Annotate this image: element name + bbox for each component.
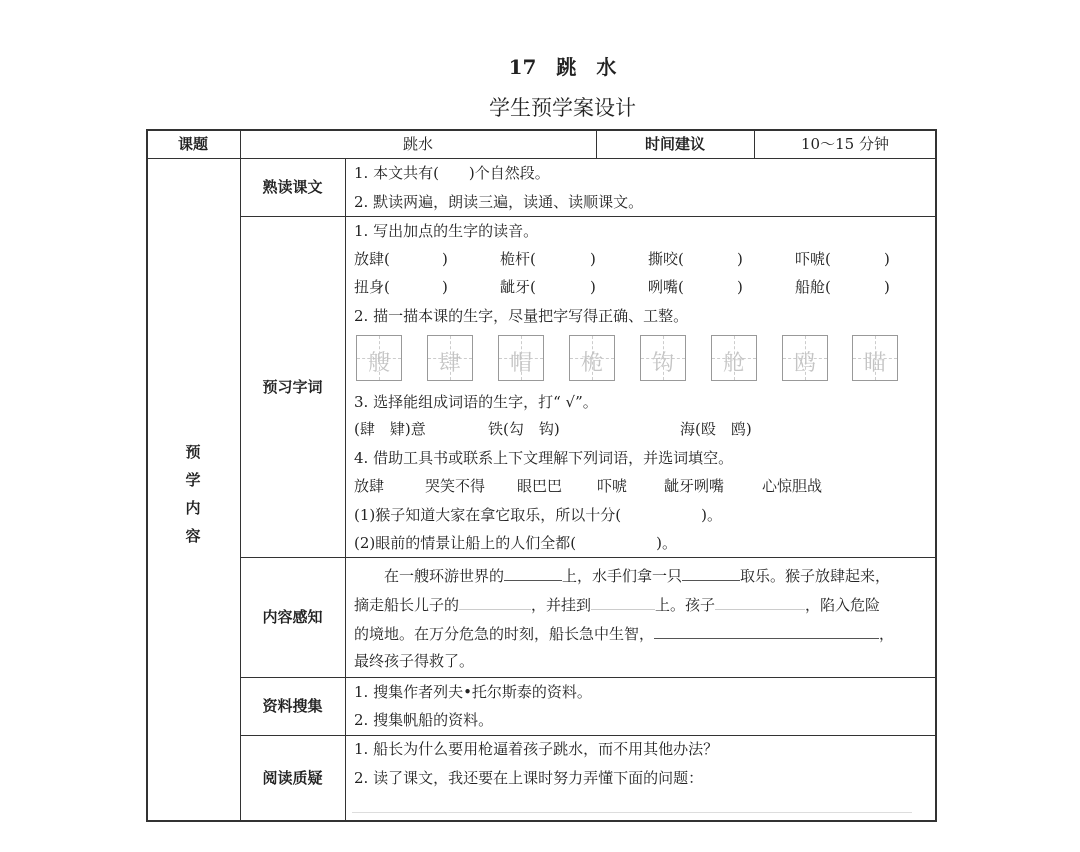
word-item: 眼巴巴: [517, 477, 563, 495]
question-line: 2. 读了课文，我还要在上课时努力弄懂下面的问题：: [354, 769, 704, 787]
topic-value: 跳水: [402, 135, 433, 153]
topic-label: 课题: [177, 135, 208, 153]
question-line: 1. 船长为什么要用枪逼着孩子跳水，而不用其他办法？: [354, 740, 719, 758]
section-label-yuedu: 阅读质疑: [262, 769, 323, 787]
section-label-ziliao: 资料搜集: [262, 697, 323, 715]
passage-line: 最终孩子得救了。: [354, 652, 475, 670]
pinyin-item: 船舱(: [795, 278, 831, 296]
close-paren: ): [442, 250, 448, 268]
section-label-yuxi: 预习字词: [262, 378, 323, 396]
question-line: 2. 描一描本课的生字，尽量把字写得正确、工整。: [354, 307, 689, 325]
question-line: 2. 搜集帆船的资料。: [354, 711, 494, 729]
close-paren: ): [884, 278, 890, 296]
pinyin-item: 桅杆(: [500, 250, 536, 268]
tracing-box[interactable]: 肆: [427, 335, 473, 381]
fill-sentence-1: (1)猴子知道大家在拿它取乐，所以十分( )。: [354, 506, 722, 524]
time-value: 10～15 分钟: [801, 135, 889, 153]
tracing-box[interactable]: 桅: [569, 335, 615, 381]
passage-line: 摘走船长儿子的 ，并挂到 上。孩子 ，陷入危险: [354, 596, 881, 614]
pinyin-item: 放肆(: [354, 250, 390, 268]
question-line: 4. 借助工具书或联系上下文理解下列词语，并选词填空。: [354, 449, 734, 467]
close-paren: ): [737, 278, 743, 296]
pinyin-item: 咧嘴(: [648, 278, 684, 296]
passage-line: 的境地。在万分危急的时刻，船长急中生智， ，: [354, 625, 895, 643]
close-paren: ): [590, 250, 596, 268]
tracing-box[interactable]: 鸥: [782, 335, 828, 381]
question-line: 2. 默读两遍，朗读三遍，读通、读顺课文。: [354, 193, 644, 211]
lesson-title: 17 跳 水: [508, 55, 617, 79]
tracing-box[interactable]: 艘: [356, 335, 402, 381]
passage-line: 在一艘环游世界的 上，水手们拿一只 取乐。猴子放肆起来，: [384, 567, 891, 585]
pinyin-item: 吓唬(: [795, 250, 831, 268]
question-line: 1. 写出加点的生字的读音。: [354, 222, 539, 240]
section-label-neirong: 内容感知: [262, 608, 323, 626]
choice-item: (肆 肄)意: [354, 420, 426, 438]
section-label-shudu: 熟读课文: [262, 178, 323, 196]
tracing-box[interactable]: 舱: [711, 335, 757, 381]
tracing-box[interactable]: 帽: [498, 335, 544, 381]
fill-sentence-2: (2)眼前的情景让船上的人们全都( )。: [354, 534, 677, 552]
word-item: 龇牙咧嘴: [664, 477, 725, 495]
word-item: 哭笑不得: [425, 477, 486, 495]
side-label: 预 学 内 容: [185, 443, 201, 545]
choice-item: 海(殴 鸥): [680, 420, 752, 438]
choice-item: 铁(勾 钩): [488, 420, 560, 438]
word-item: 放肆: [354, 477, 385, 495]
worksheet-subtitle: 学生预学案设计: [489, 96, 636, 120]
time-label: 时间建议: [644, 135, 705, 153]
question-line: 1. 搜集作者列夫•托尔斯泰的资料。: [354, 683, 592, 701]
close-paren: ): [737, 250, 743, 268]
close-paren: ): [442, 278, 448, 296]
tracing-box[interactable]: 钩: [640, 335, 686, 381]
word-item: 吓唬: [597, 477, 628, 495]
close-paren: ): [590, 278, 596, 296]
pinyin-item: 龇牙(: [500, 278, 536, 296]
close-paren: ): [884, 250, 890, 268]
pinyin-item: 撕咬(: [648, 250, 684, 268]
tracing-box[interactable]: 瞄: [852, 335, 898, 381]
word-item: 心惊胆战: [762, 477, 823, 495]
question-line: 1. 本文共有( )个自然段。: [354, 164, 550, 182]
question-line: 3. 选择能组成词语的生字，打“ √”。: [354, 393, 598, 411]
pinyin-item: 扭身(: [354, 278, 390, 296]
